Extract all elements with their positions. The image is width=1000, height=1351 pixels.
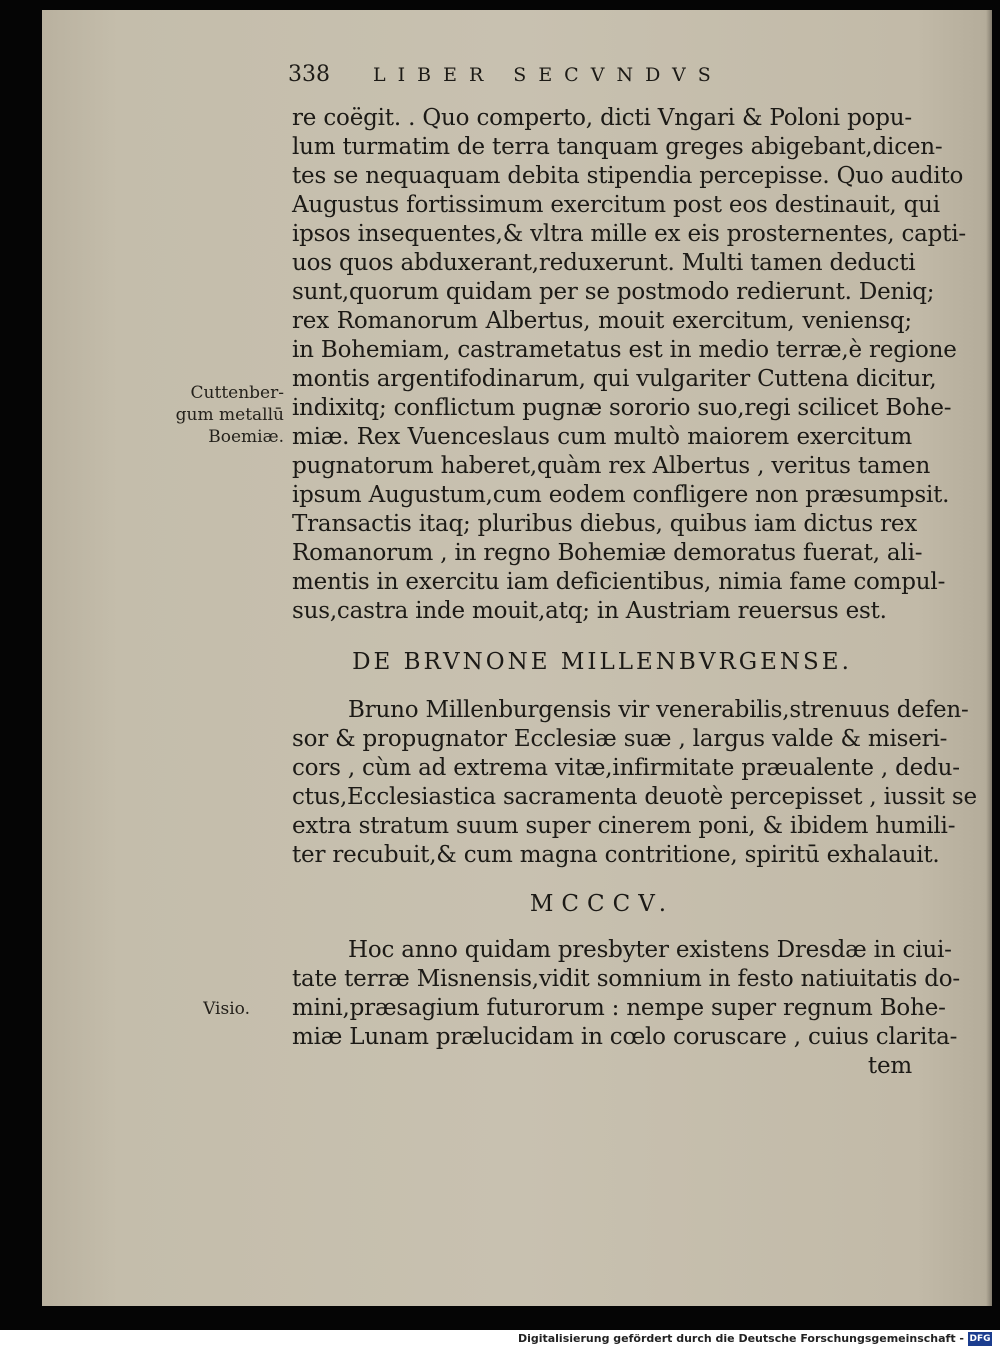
catchword: tem [867,1053,912,1079]
section-heading-bruno: DE BRVNONE MILLENBVRGENSE. [352,649,852,675]
text-line: Romanorum , in regno Bohemiæ demoratus fuerat, ali- [292,540,923,566]
text-line: Bruno Millenburgensis vir venerabilis,strenuus defen- [348,697,969,723]
margin-note-cuttenberg [160,382,284,448]
text-line: re coëgit. . Quo comperto, dicti Vngari & Poloni popu- [292,105,912,131]
text-line: montis argentifodinarum, qui vulgariter Cuttena dicitur, [292,366,937,392]
section-2 [292,696,977,870]
running-title: LIBER SECVNDVS [373,64,723,86]
text-line: ipsum Augustum,cum eodem confligere non præsumpsit. [292,482,950,508]
text-line: sunt,quorum quidam per se postmodo redierunt. Deniq; [292,279,935,305]
text-line: miæ. Rex Vuenceslaus cum multò maiorem exercitum [292,424,912,450]
text-line: ipsos insequentes,& vltra mille ex eis prosternentes, capti- [292,221,966,247]
text-line: sus,castra inde mouit,atq; in Austriam reuersus est. [292,598,887,624]
margin-note-visio: Visio. [203,999,250,1019]
page-number: 338 [288,62,330,87]
text-line: sor & propugnator Ecclesiæ suæ , largus valde & miseri- [292,726,948,752]
text-line: Hoc anno quidam presbyter existens Dresdæ in ciui- [348,937,952,963]
text-line: extra stratum suum super cinerem poni, & ibidem humili- [292,813,956,839]
main-text-block [292,104,977,1081]
section-3 [292,936,960,1081]
year-heading: MCCCV. [529,891,675,917]
text-line: Augustus fortissimum exercitum post eos destinauit, qui [292,192,940,218]
section-1 [292,104,966,626]
margin-note-line: Boemiæ. [208,427,284,447]
text-line: Transactis itaq; pluribus diebus, quibus iam dictus rex [292,511,918,537]
funding-credit: Digitalisierung gefördert durch die Deutsche Forschungsgemeinschaft - [517,1332,964,1345]
text-line: tate terræ Misnensis,vidit somnium in festo natiuitatis do- [292,966,960,992]
text-line: rex Romanorum Albertus, mouit exercitum, veniensq; [292,308,912,334]
text-line: tes se nequaquam debita stipendia percepisse. Quo audito [292,163,964,189]
dfg-logo: DFG [969,1334,991,1344]
text-line: pugnatorum haberet,quàm rex Albertus , veritus tamen [292,453,931,479]
running-head [288,62,723,87]
text-line: ctus,Ecclesiastica sacramenta deuotè percepisset , iussit se [292,784,977,810]
page-edge-shadow [986,10,992,1306]
text-line: lum turmatim de terra tanquam greges abigebant,dicen- [292,134,943,160]
margin-note-line: Cuttenber- [190,383,284,403]
footer-bar [0,1330,1000,1351]
text-line: mentis in exercitu iam deficientibus, nimia fame compul- [292,569,946,595]
text-line: in Bohemiam, castrametatus est in medio terræ,è regione [292,337,957,363]
margin-note-line: gum metallū [175,405,284,425]
text-line: miæ Lunam prælucidam in cœlo coruscare , cuius clarita- [292,1024,958,1050]
book-page [42,10,992,1306]
text-line: indixitq; conflictum pugnæ sororio suo,regi scilicet Bohe- [292,395,952,421]
text-line: ter recubuit,& cum magna contritione, spiritū exhalauit. [292,842,940,868]
text-line: uos quos abduxerant,reduxerunt. Multi tamen deducti [292,250,916,276]
text-line: mini,præsagium futurorum : nempe super regnum Bohe- [292,995,946,1021]
text-line: cors , cùm ad extrema vitæ,infirmitate præualente , dedu- [292,755,960,781]
